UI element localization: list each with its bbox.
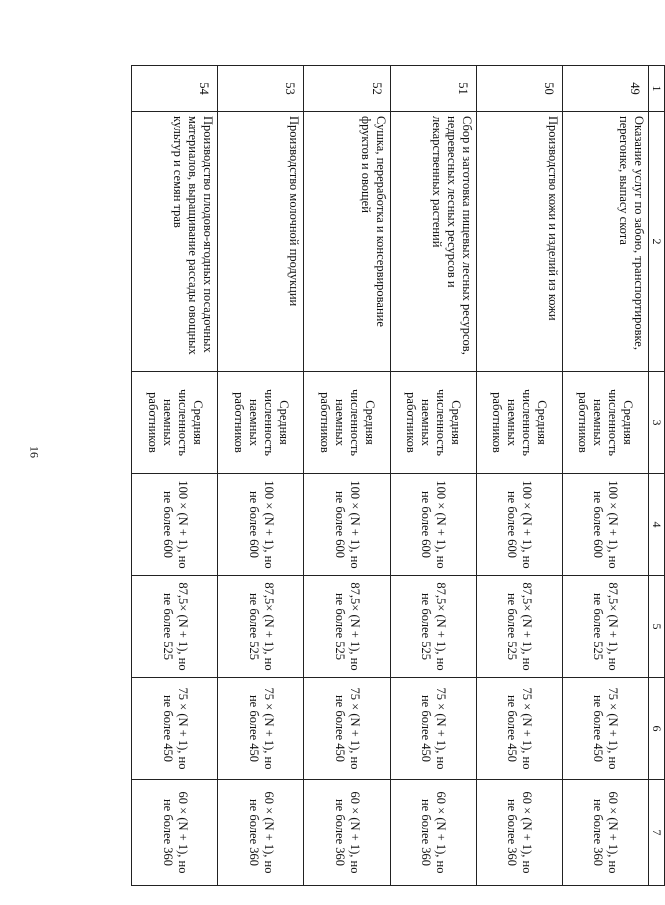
activity-cell: Производство молочной продукции bbox=[218, 112, 304, 372]
value-cell-col4: 100 × (N + 1), но не более 600 bbox=[390, 474, 476, 576]
indicator-cell: Средняя численность наемных работников bbox=[390, 372, 476, 474]
value-cell-col6: 75 × (N + 1), но не более 450 bbox=[390, 678, 476, 780]
value-cell-col7: 60 × (N + 1), но не более 360 bbox=[562, 780, 648, 886]
table-row bbox=[476, 66, 562, 886]
column-header: 3 bbox=[649, 372, 665, 474]
activity-cell: Оказание услуг по забою, транспортировке, перегонке, выпасу скота bbox=[562, 112, 648, 372]
table-row bbox=[304, 66, 390, 886]
value-cell-col4: 100 × (N + 1), но не более 600 bbox=[218, 474, 304, 576]
column-header: 5 bbox=[649, 576, 665, 678]
value-cell-col7: 60 × (N + 1), но не более 360 bbox=[304, 780, 390, 886]
table-row bbox=[218, 66, 304, 886]
column-header: 7 bbox=[649, 780, 665, 886]
value-cell-col4: 100 × (N + 1), но не более 600 bbox=[304, 474, 390, 576]
row-number: 51 bbox=[390, 66, 476, 112]
value-cell-col7: 60 × (N + 1), но не более 360 bbox=[218, 780, 304, 886]
indicator-cell: Средняя численность наемных работников bbox=[218, 372, 304, 474]
indicator-cell: Средняя численность наемных работников bbox=[562, 372, 648, 474]
value-cell-col5: 87,5× (N + 1), но не более 525 bbox=[476, 576, 562, 678]
value-cell-col6: 75 × (N + 1), но не более 450 bbox=[562, 678, 648, 780]
value-cell-col6: 75 × (N + 1), но не более 450 bbox=[304, 678, 390, 780]
row-number: 53 bbox=[218, 66, 304, 112]
column-header: 6 bbox=[649, 678, 665, 780]
value-cell-col7: 60 × (N + 1), но не более 360 bbox=[476, 780, 562, 886]
row-number: 54 bbox=[132, 66, 218, 112]
row-number: 52 bbox=[304, 66, 390, 112]
value-cell-col6: 75 × (N + 1), но не более 450 bbox=[132, 678, 218, 780]
header-row bbox=[649, 66, 665, 886]
value-cell-col7: 60 × (N + 1), но не более 360 bbox=[132, 780, 218, 886]
activity-cell: Производство кожи и изделий из кожи bbox=[476, 112, 562, 372]
data-table bbox=[131, 65, 665, 886]
value-cell-col4: 100 × (N + 1), но не более 600 bbox=[562, 474, 648, 576]
activity-cell: Сушка, переработка и консервирование фруктов и овощей bbox=[304, 112, 390, 372]
value-cell-col5: 87,5× (N + 1), но не более 525 bbox=[390, 576, 476, 678]
activity-cell: Сбор и заготовка пищевых лесных ресурсов, недревесных лесных ресурсов и лекарственных растений bbox=[390, 112, 476, 372]
column-header: 2 bbox=[649, 112, 665, 372]
row-number: 50 bbox=[476, 66, 562, 112]
value-cell-col5: 87,5× (N + 1), но не более 525 bbox=[304, 576, 390, 678]
row-number: 49 bbox=[562, 66, 648, 112]
indicator-cell: Средняя численность наемных работников bbox=[132, 372, 218, 474]
activity-cell: Производство плодово-ягодных посадочных материалов, выращивание рассады овощных культур и семян трав bbox=[132, 112, 218, 372]
column-header: 1 bbox=[649, 66, 665, 112]
value-cell-col6: 75 × (N + 1), но не более 450 bbox=[476, 678, 562, 780]
page-number: 16 bbox=[27, 446, 42, 458]
column-header: 4 bbox=[649, 474, 665, 576]
value-cell-col5: 87,5× (N + 1), но не более 525 bbox=[562, 576, 648, 678]
value-cell-col7: 60 × (N + 1), но не более 360 bbox=[390, 780, 476, 886]
table-row bbox=[132, 66, 218, 886]
value-cell-col5: 87,5× (N + 1), но не более 525 bbox=[218, 576, 304, 678]
indicator-cell: Средняя численность наемных работников bbox=[304, 372, 390, 474]
value-cell-col4: 100 × (N + 1), но не более 600 bbox=[476, 474, 562, 576]
value-cell-col6: 75 × (N + 1), но не более 450 bbox=[218, 678, 304, 780]
table-row bbox=[562, 66, 648, 886]
indicator-cell: Средняя численность наемных работников bbox=[476, 372, 562, 474]
table-row bbox=[390, 66, 476, 886]
value-cell-col5: 87,5× (N + 1), но не более 525 bbox=[132, 576, 218, 678]
rotated-table-container bbox=[131, 65, 665, 885]
value-cell-col4: 100 × (N + 1), но не более 600 bbox=[132, 474, 218, 576]
